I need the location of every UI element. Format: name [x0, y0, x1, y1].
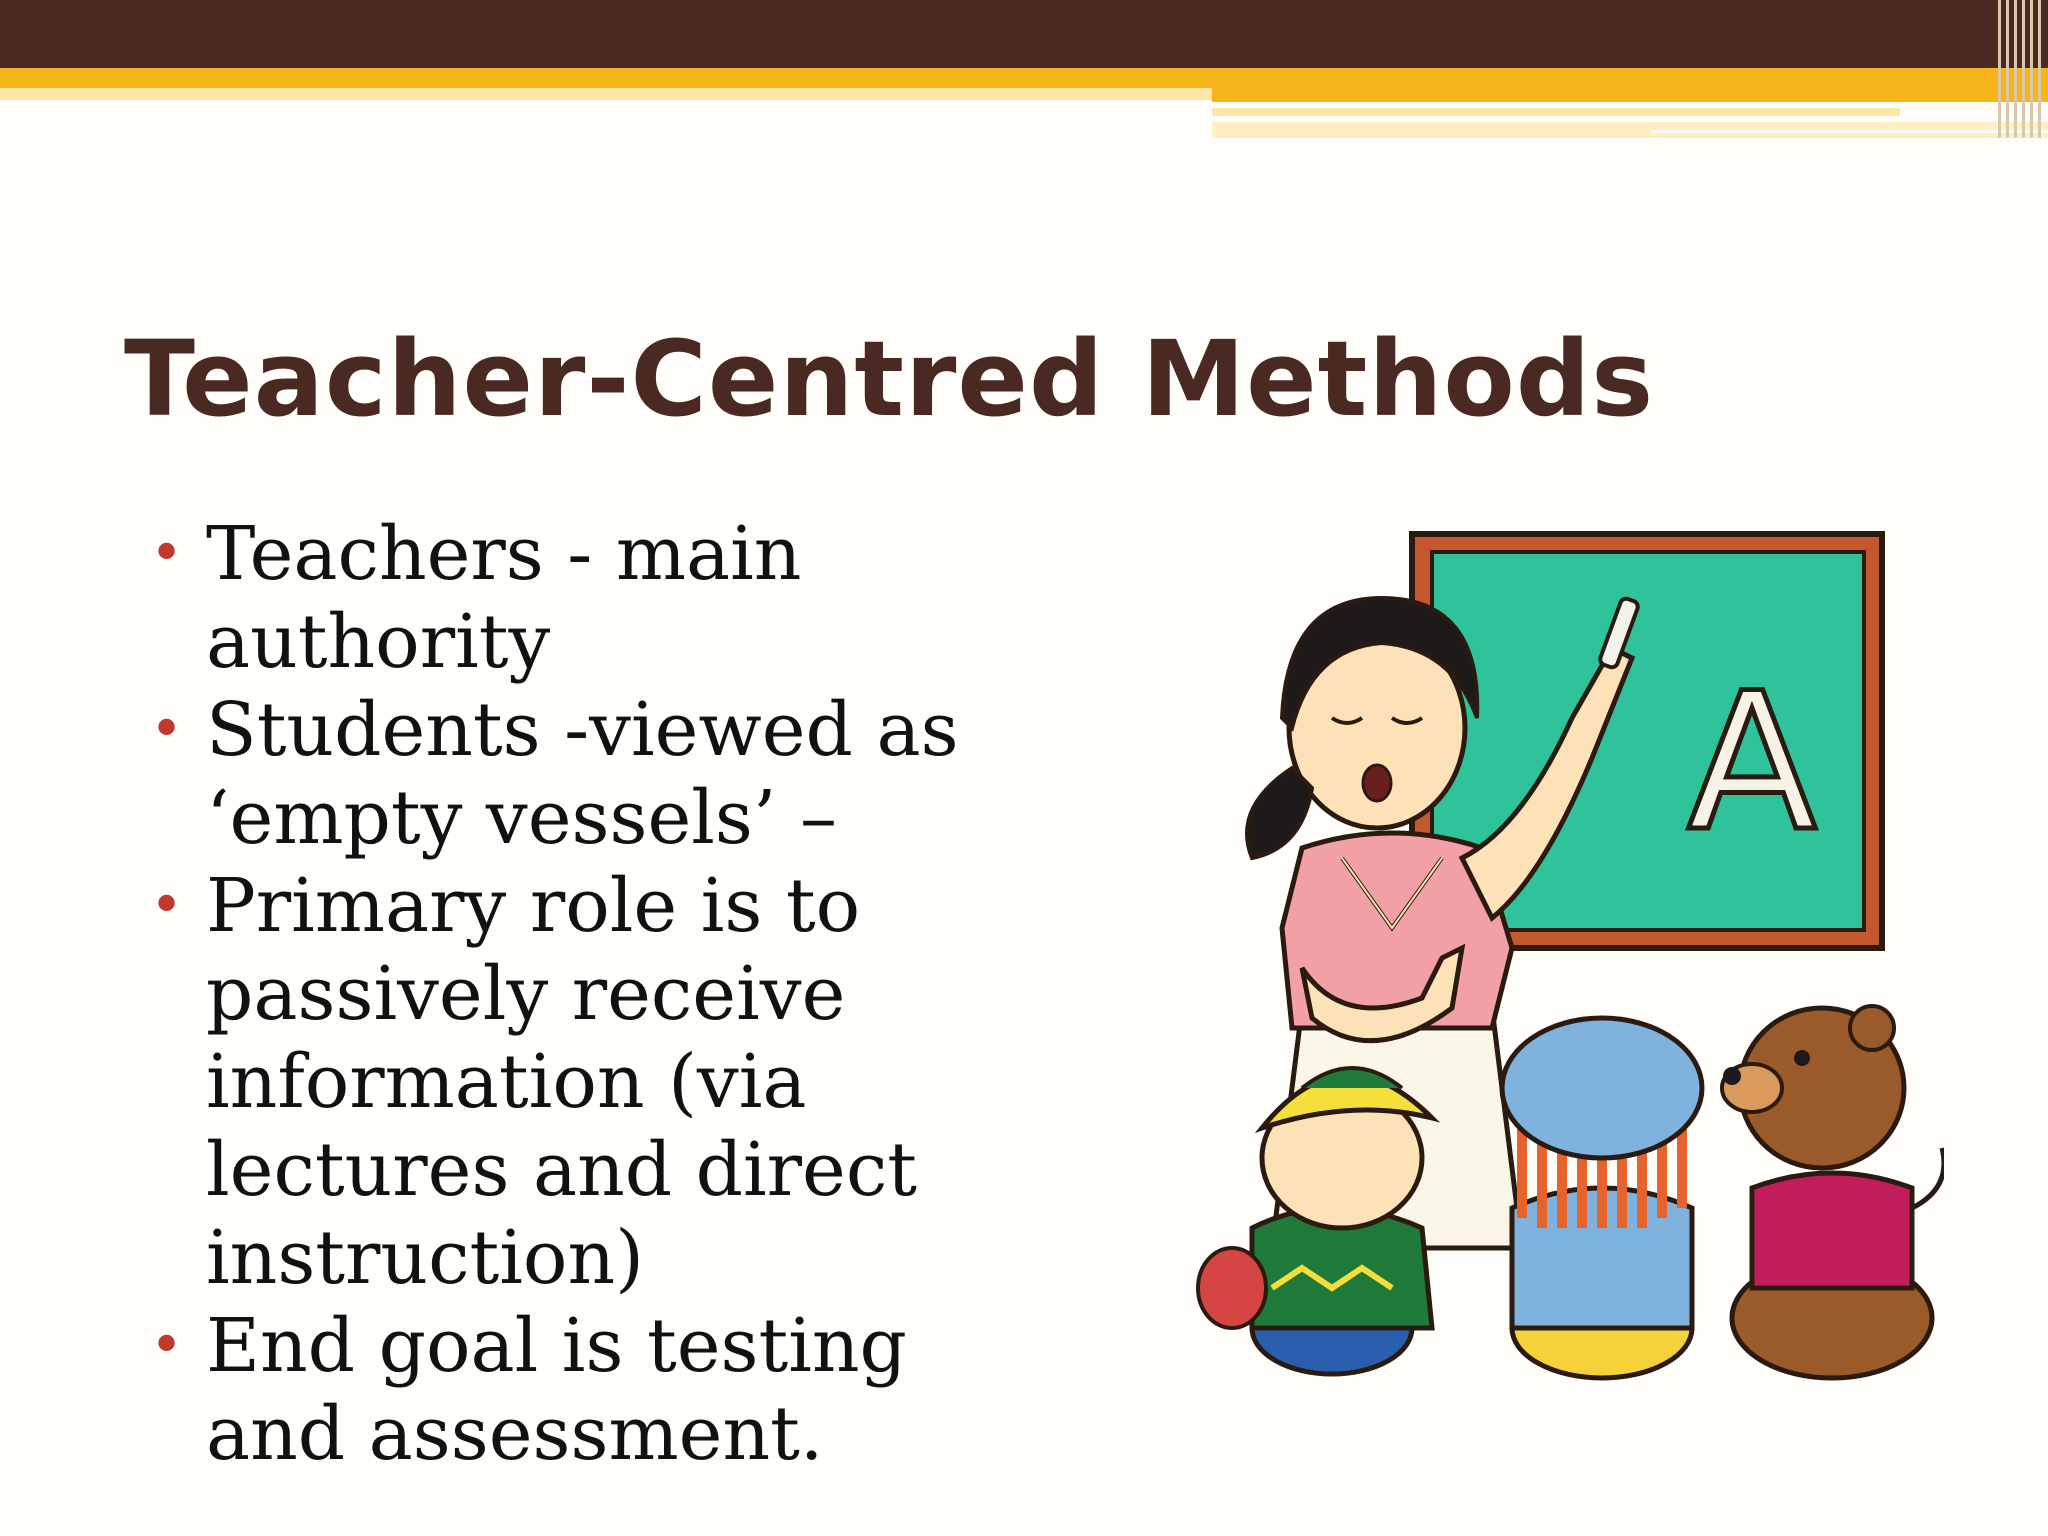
- student-bear: [1722, 1006, 1944, 1378]
- header-bar-gold: [0, 68, 2048, 88]
- header-bar-pale-left: [0, 88, 1212, 100]
- bullet-marker: •: [150, 1313, 184, 1378]
- bullet-marker: •: [150, 873, 184, 938]
- header-white-line: [1652, 130, 2048, 133]
- student-boy: [1198, 1068, 1432, 1374]
- bullet-text: Students -viewed as ‘empty vessels’ –: [206, 687, 959, 861]
- bullet-item: [150, 510, 1050, 686]
- bullet-marker: •: [150, 697, 184, 762]
- bullet-item: [150, 1302, 1050, 1478]
- slide-title: Teacher-Centred Methods: [124, 318, 1655, 440]
- header-bar-pale-right: [1212, 108, 1900, 116]
- header-bar-gold-right: [1212, 88, 2048, 102]
- chalkboard-letter: A: [1687, 652, 1817, 873]
- corner-stripes: [1992, 0, 2048, 138]
- bullet-marker: •: [150, 521, 184, 586]
- bullet-text: Teachers - main authority: [206, 511, 802, 685]
- bullet-text: Primary role is to passively receive information (via lectures and direct instruction): [206, 863, 918, 1301]
- bullet-item: [150, 862, 1050, 1302]
- bullet-list: [150, 510, 1050, 1478]
- bullet-item: [150, 686, 1050, 862]
- bullet-text: End goal is testing and assessment.: [206, 1303, 907, 1477]
- student-girl: [1502, 1018, 1702, 1378]
- header-bar-brown: [0, 0, 2048, 68]
- teacher-classroom-illustration: [1192, 528, 1944, 1388]
